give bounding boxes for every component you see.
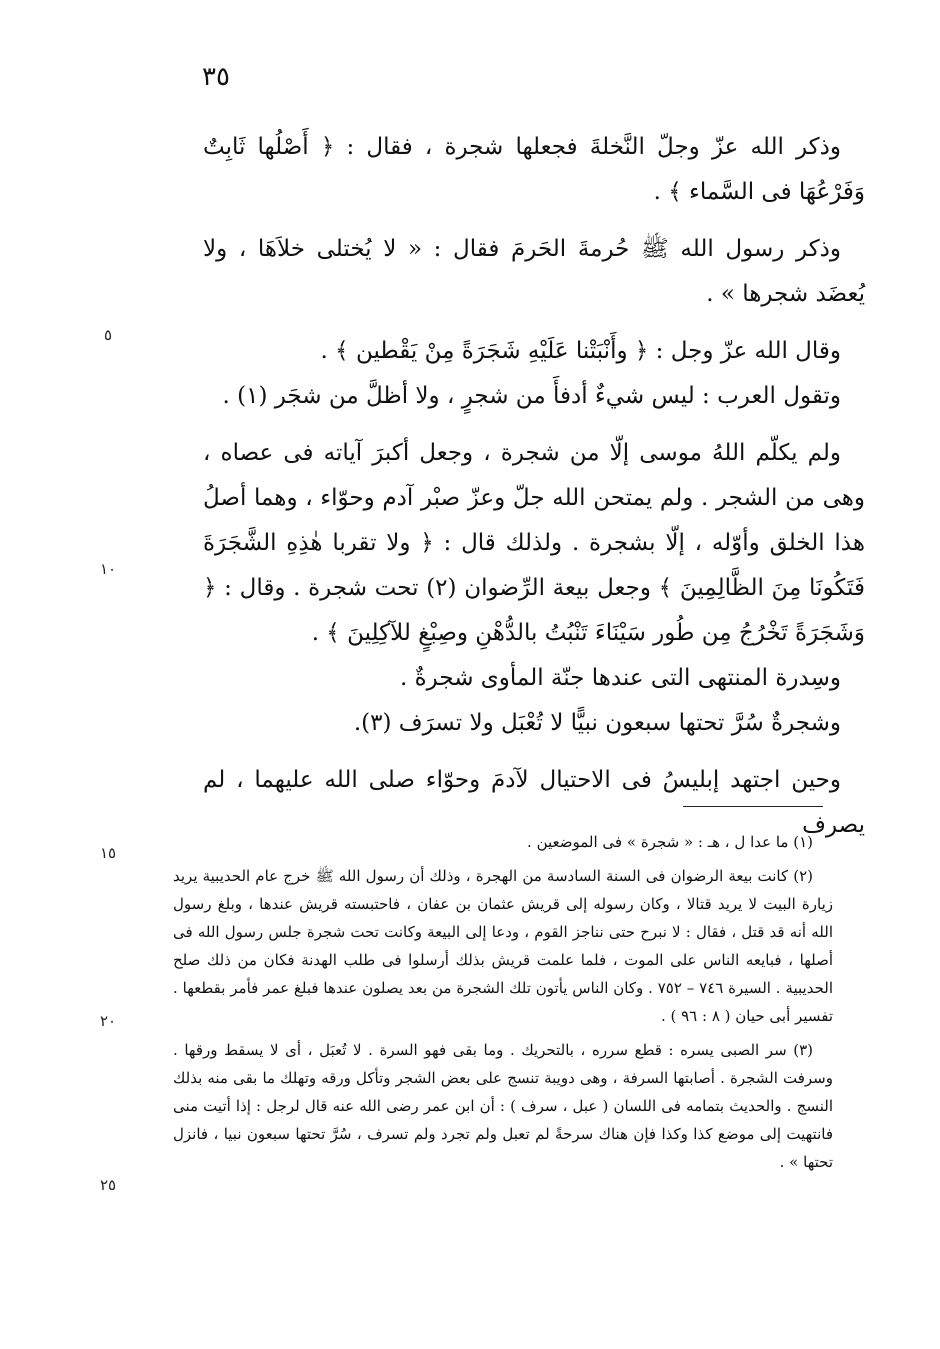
- footnote: (١) ما عدا ل ، هـ : « شجرة » فى الموضعين .: [527, 833, 813, 851]
- footnote: (٣) سر الصبى يسره : قطع سرره ، بالتحريك . وما بقى فهو السرة . لا تُعبَل ، أى لا يسقط ورقها . وسرفت الشجرة . أصابتها السرفة ، وهى دويبة تنسج على بعض الشجر وتأكل ورقه وتهلك ما بقى منه بذلك النسج . والحديث بتمامه فى اللسان ( عبل ، سرف ) : أن ابن عمر رضى الله عنه قال لرجل : إذا أتيت منى فانتهيت إلى موضع كذا وكذا فإن هناك سرحةً لم تعبل ولم تجرد ولم تسرف ، سُرَّ تحتها سبعون نبيا ، فانزل تحتها » .: [173, 1041, 833, 1171]
- paragraph: وسِدرة المنتهى التى عندها جنّة المأوى شجرةٌ .: [400, 665, 841, 691]
- paragraph: وتقول العرب : ليس شيءٌ أدفأَ من شجرٍ ، ولا أظلَّ من شجَر (١) .: [222, 383, 841, 409]
- paragraph: وحين اجتهد إبليسُ فى الاحتيال لآدمَ وحوّاء صلى الله عليهما ، لم يصرف: [203, 767, 865, 838]
- paragraph: وقال الله عزّ وجل : ﴿ وأَنْبَتْنا عَلَيْهِ شَجَرَةً مِنْ يَقْطين ﴾ .: [320, 338, 841, 364]
- line-number: ٢٠: [99, 1012, 117, 1030]
- line-number: ١٥: [99, 844, 117, 862]
- line-number: ٢٥: [99, 1176, 117, 1194]
- footnote-separator: [683, 806, 823, 807]
- footnotes: [173, 828, 833, 1176]
- footnote: (٢) كانت بيعة الرضوان فى السنة السادسة من الهجرة ، وذلك أن رسول الله ﷺ خرج عام الحديبية يريد زيارة البيت لا يريد قتالا ، وكان رسوله إلى قريش عثمان بن عفان ، فاحتبسته قريش عندها ، وبلغ رسول الله أنه قد قتل ، فقال : لا نبرح حتى نناجز القوم ، ودعا إلى البيعة وكانت تحت شجرة جلس رسول الله فى أصلها ، فبايعه الناس على الموت ، فلما علمت قريش بذلك أرسلوا فى طلب الهدنة فكان من ذلك صلح الحديبية . السيرة ٧٤٦ – ٧٥٢ . وكان الناس يأتون تلك الشجرة من بعد يصلون عندها فبلغ عمر فأمر بقطعها . تفسير أبى حيان ( ٨ : ٩٦ ) .: [173, 867, 833, 1025]
- paragraph: وشجرةٌ سُرَّ تحتها سبعون نبيًّا لا تُعْبَل ولا تسرَف (٣).: [353, 710, 841, 736]
- paragraph: وذكر رسول الله ﷺ حُرمةَ الحَرمَ فقال : « لا يُختلى خلاَهَا ، ولا يُعضَد شجرها » .: [203, 236, 865, 307]
- line-number: ٥: [103, 326, 113, 344]
- main-text: [203, 125, 865, 848]
- line-number: ١٠: [99, 560, 117, 578]
- paragraph: وذكر الله عزّ وجلّ النَّخلةَ فجعلها شجرة ، فقال : ﴿ أَصْلُها ثَابِتٌ وَفَرْعُهَا فى السَّماء ﴾ .: [203, 134, 865, 205]
- paragraph: ولم يكلّم اللهُ موسى إلّا من شجرة ، وجعل أكبرَ آياته فى عصاه ، وهى من الشجر . ولم يمتحن الله جلّ وعزّ صبْر آدم وحوّاء ، وهما أصلُ هذا الخلق وأوّله ، إلّا بشجرة . ولذلك قال : ﴿ ولا تقربا هٰذِهِ الشَّجَرَةَ فَتَكُونَا مِنَ الظَّالِمِينَ ﴾ وجعل بيعة الرِّضوان (٢) تحت شجرة . وقال : ﴿ وَشَجَرَةً تَخْرُجُ مِن طُور سَيْنَاءَ تَنْبُتُ بالدُّهْنِ وصِبْغٍ للآكِلِينَ ﴾ .: [203, 440, 865, 646]
- page-number: ٣٥: [202, 62, 230, 92]
